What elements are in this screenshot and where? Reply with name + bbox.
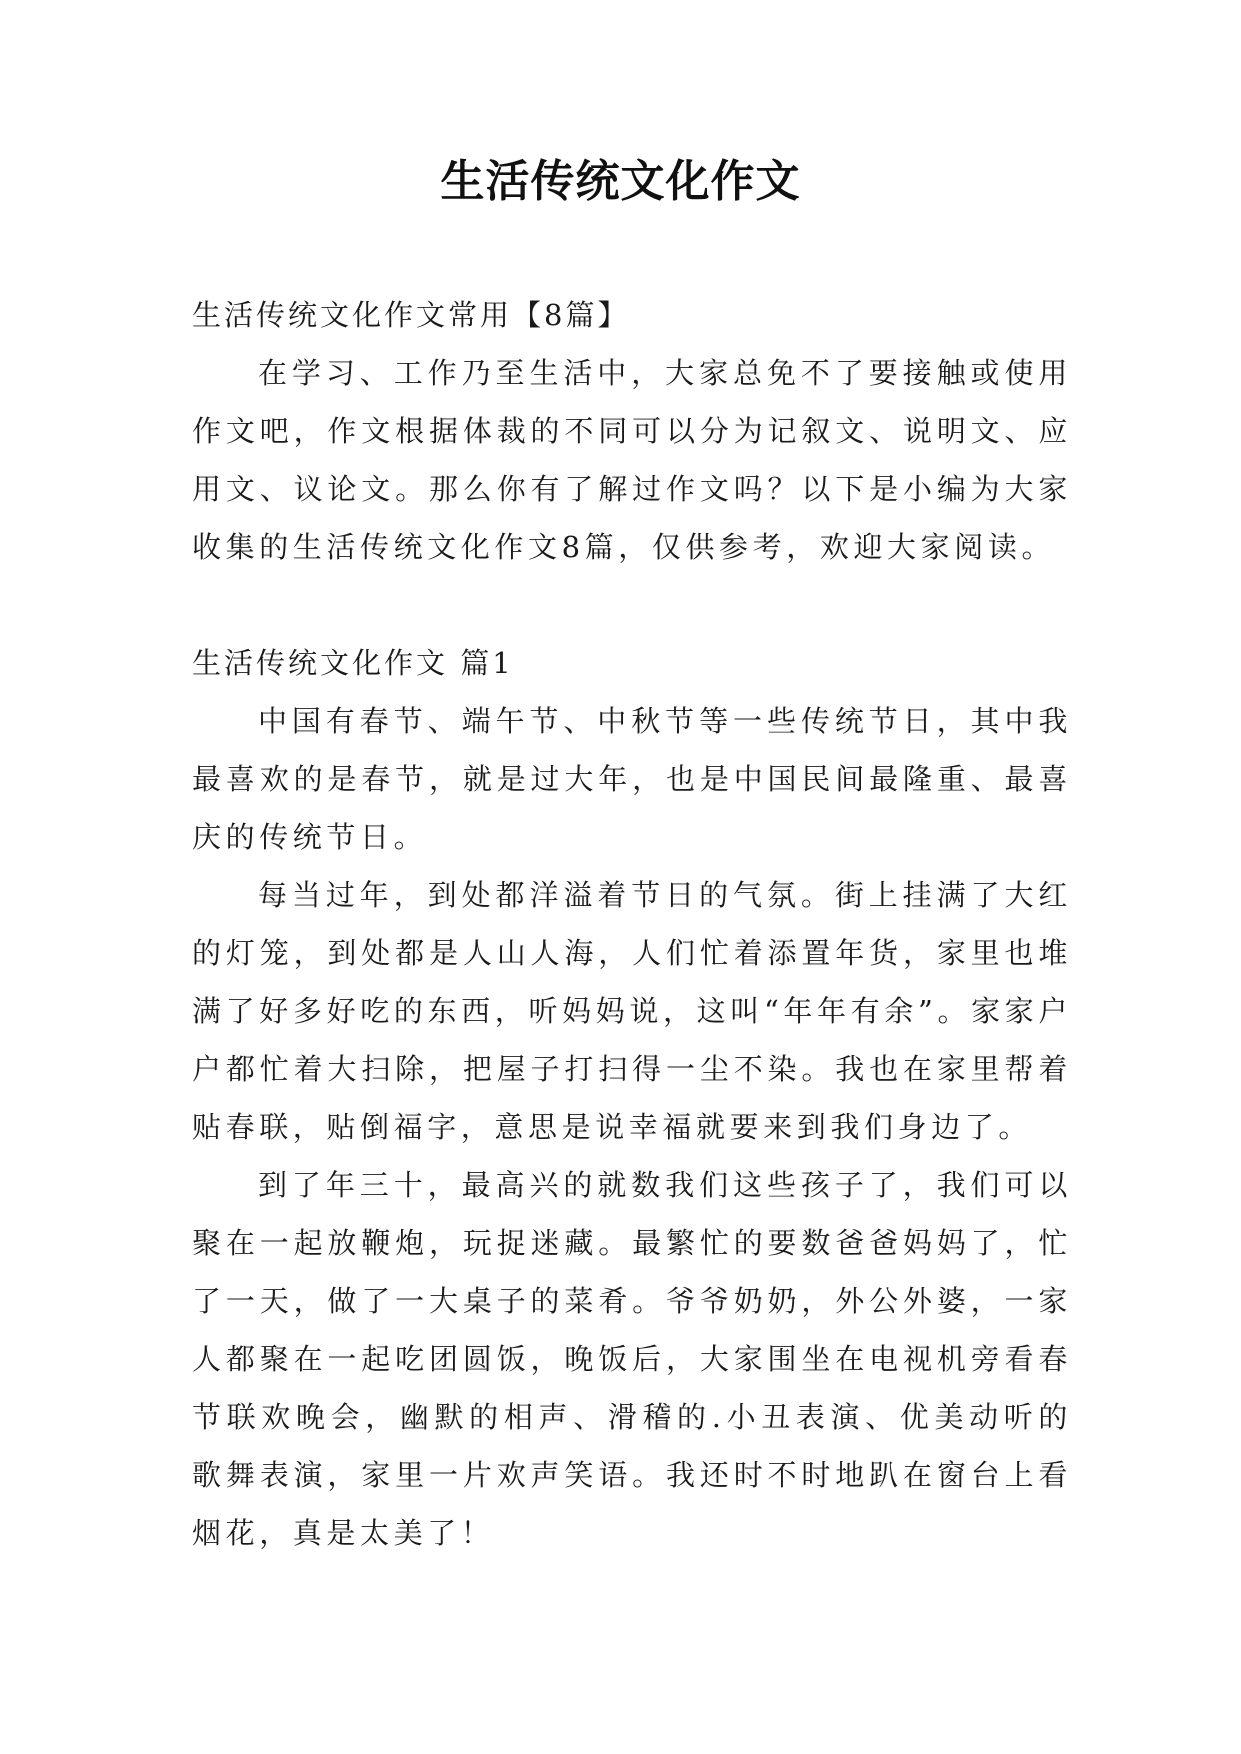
section-paragraph: 每当过年，到处都洋溢着节日的气氛。街上挂满了大红的灯笼，到处都是人山人海，人们忙着添置年货，家里也堆满了好多好吃的东西，听妈妈说，这叫“年年有余”。家家户户都忙着大扫除，把屋子打扫得一尘不染。我也在家里帮着贴春联，贴倒福字，意思是说幸福就要来到我们身边了。	[192, 878, 1072, 1144]
section-paragraph: 到了年三十，最高兴的就数我们这些孩子了，我们可以聚在一起放鞭炮，玩捉迷藏。最繁忙的要数爸爸妈妈了，忙了一天，做了一大桌子的菜肴。爷爷奶奶，外公外婆，一家人都聚在一起吃团圆饭，晚饭后，大家围坐在电视机旁看春节联欢晚会，幽默的相声、滑稽的.小丑表演、优美动听的歌舞表演，家里一片欢声笑语。我还时不时地趴在窗台上看烟花，真是太美了！	[192, 1168, 1072, 1550]
intro-paragraph: 在学习、工作乃至生活中，大家总免不了要接触或使用作文吧，作文根据体裁的不同可以分为记叙文、说明文、应用文、议论文。那么你有了解过作文吗？以下是小编为大家收集的生活传统文化作文8篇，仅供参考，欢迎大家阅读。	[192, 356, 1072, 564]
section-paragraph: 中国有春节、端午节、中秋节等一些传统节日，其中我最喜欢的是春节，就是过大年，也是中国民间最隆重、最喜庆的传统节日。	[192, 704, 1072, 854]
section-heading: 生活传统文化作文 篇1	[192, 646, 514, 680]
document-body	[192, 286, 1072, 1562]
document-title: 生活传统文化作文	[440, 156, 801, 207]
section-spacer	[192, 576, 1072, 634]
document-subtitle: 生活传统文化作文常用【8篇】	[192, 298, 630, 332]
